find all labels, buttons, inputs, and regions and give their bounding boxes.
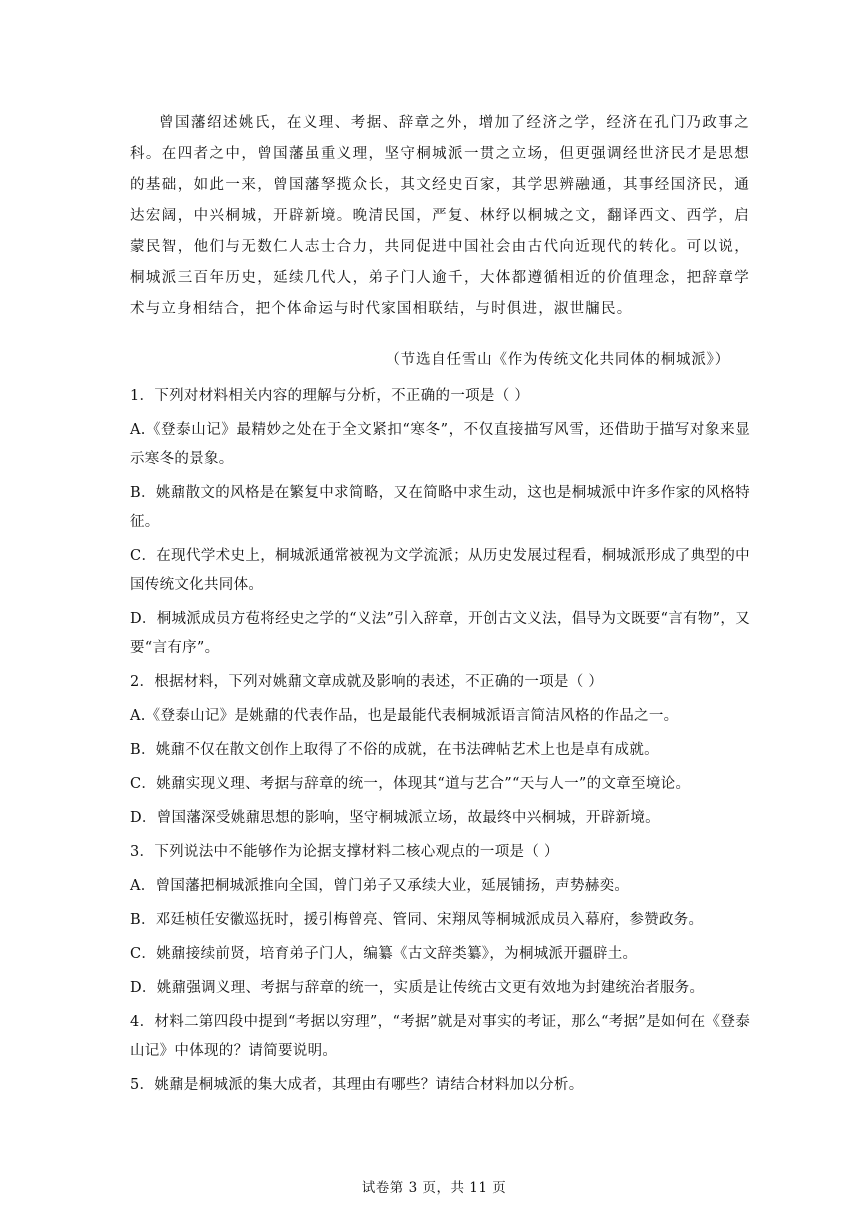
question-stem: 2．根据材料，下列对姚鼐文章成就及影响的表述，不正确的一项是（ ） (130, 674, 604, 690)
question-stem: 3．下列说法中不能够作为论据支撑材料二核心观点的一项是（ ） (130, 844, 559, 860)
question-3 (130, 838, 750, 1003)
option-a: A.《登泰山记》是姚鼐的代表作品，也是最能代表桐城派语言简洁风格的作品之一。 (130, 708, 679, 724)
question-5 (130, 1071, 750, 1100)
option-c: C．姚鼐实现义理、考据与辞章的统一，体现其“道与艺合”“天与人一”的文章至境论。 (130, 776, 691, 792)
option-c: C．在现代学术史上，桐城派通常被视为文学流派；从历史发展过程看，桐城派形成了典型的中国传统文化共同体。 (130, 548, 750, 593)
question-stem: 4．材料二第四段中提到“考据以穷理”，“考据”就是对事实的考证，那么“考据”是如何在《登泰山记》中体现的？请简要说明。 (130, 1014, 750, 1059)
question-2 (130, 668, 750, 833)
question-1 (130, 382, 750, 663)
page-footer: 试卷第 3 页，共 11 页 (361, 1180, 507, 1196)
option-c: C．姚鼐接续前贤，培育弟子门人，编纂《古文辞类纂》，为桐城派开疆辟土。 (130, 946, 638, 962)
question-4 (130, 1008, 750, 1066)
option-d: D．姚鼐强调义理、考据与辞章的统一，实质是让传统古文更有效地为封建统治者服务。 (130, 980, 705, 996)
option-a: A.《登泰山记》最精妙之处在于全文紧扣“寒冬”，不仅直接描写风雪，还借助于描写对象来显示寒冬的景象。 (130, 422, 750, 467)
question-stem: 5．姚鼐是桐城派的集大成者，其理由有哪些？请结合材料加以分析。 (130, 1077, 584, 1093)
option-b: B．姚鼐不仅在散文创作上取得了不俗的成就，在书法碑帖艺术上也是卓有成就。 (130, 742, 659, 758)
option-d: D．曾国藩深受姚鼐思想的影响，坚守桐城派立场，故最终中兴桐城，开辟新境。 (130, 810, 660, 826)
option-b: B．邓廷桢任安徽巡抚时，援引梅曾亮、管同、宋翔凤等桐城派成员入幕府，参赞政务。 (130, 912, 704, 928)
option-d: D．桐城派成员方苞将经史之学的“义法”引入辞章，开创古文义法，倡导为文既要“言有物”，又要“言有序”。 (130, 611, 750, 656)
option-a: A．曾国藩把桐城派推向全国，曾门弟子又承续大业，延展铺扬，声势赫奕。 (130, 878, 630, 894)
passage-source: （节选自任雪山《作为传统文化共同体的桐城派》） (385, 352, 730, 368)
option-b: B．姚鼐散文的风格是在繁复中求简略，又在简略中求生动，这也是桐城派中许多作家的风格特征。 (130, 485, 750, 530)
questions-list (130, 382, 750, 1105)
question-stem: 1．下列对材料相关内容的理解与分析，不正确的一项是（ ） (130, 388, 530, 404)
passage-paragraph: 曾国藩绍述姚氏，在义理、考据、辞章之外，增加了经济之学，经济在孔门乃政事之科。在四者之中，曾国藩虽重义理，坚守桐城派一贯之立场，但更强调经世济民才是思想的基础，如此一来，曾国藩孥揽众长，其文经史百家，其学思辨融通，其事经国济民，通达宏阔，中兴桐城，开辟新境。晚清民国，严复、林纾以桐城之文，翻译西文、西学，启蒙民智，他们与无数仁人志士合力，共同促进中国社会由古代向近现代的转化。可以说，桐城派三百年历史，延续几代人，弟子门人逾千，大体都遵循相近的价值理念，把辞章学术与立身相结合，把个体命运与时代家国相联结，与时俱进，淑世牖民。 (130, 115, 750, 317)
